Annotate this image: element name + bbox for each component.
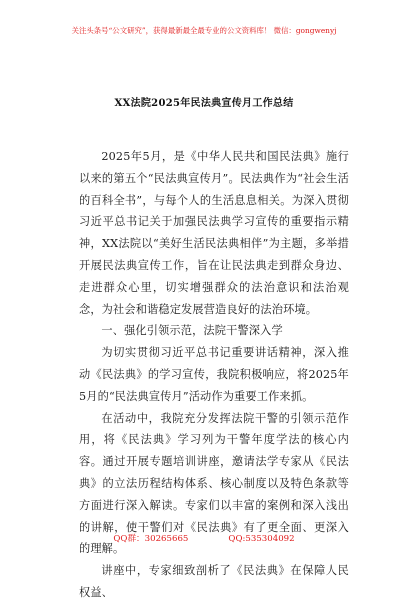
section-heading: 一、强化引领示范，法院干警深入学 xyxy=(101,324,283,338)
qq-text: QQ:535304092 xyxy=(228,534,295,544)
document-title: XX法院2025年民法典宣传月工作总结 xyxy=(114,98,294,109)
qq-group-text: QQ群：30265665 xyxy=(113,534,189,544)
paragraph-intro: 2025年5月，是《中华人民共和国民法典》施行以来的第五个“民法典宣传月”。民法典作为“社会生活的百科全书”，与每个人的生活息息相关。为深入贯彻习近平总书记关于加强民法典学习宣传的重要指示精神，XX法院以“美好生活民法典相伴”为主题，多举措开展民法典宣传工作，旨在让民法典走到群众身边、走进群众心里，切实增强群众的法治意识和法治观念，为社会和谐稳定发展营造良好的法治环境。 xyxy=(79,150,349,316)
paragraph-4: 讲座中，专家细致剖析了《民法典》在保障人民权益、 xyxy=(79,564,349,599)
paragraph-2: 为切实贯彻习近平总书记重要讲话精神，深入推动《民法典》的学习宣传，我院积极响应，将2025年5月的“民法典宣传月”活动作为重要工作来抓。 xyxy=(79,346,349,403)
promo-header: 关注头条号“公文研究”，获得最新最全最专业的公文资料库！ 微信：gongwenyj xyxy=(71,26,337,35)
paragraph-3: 在活动中，我院充分发挥法院干警的引领示范作用，将《民法典》学习列为干警年度学法的核心内容。通过开展专题培训讲座，邀请法学专家从《民法典》的立法历程结构体系、核心制度以及特色条款等方面进行深入解读。专家们以丰富的案例和深入浅出的讲解，使干警们对《民法典》有了更全面、更深入的理解。 xyxy=(79,411,349,556)
promo-footer xyxy=(0,533,408,545)
